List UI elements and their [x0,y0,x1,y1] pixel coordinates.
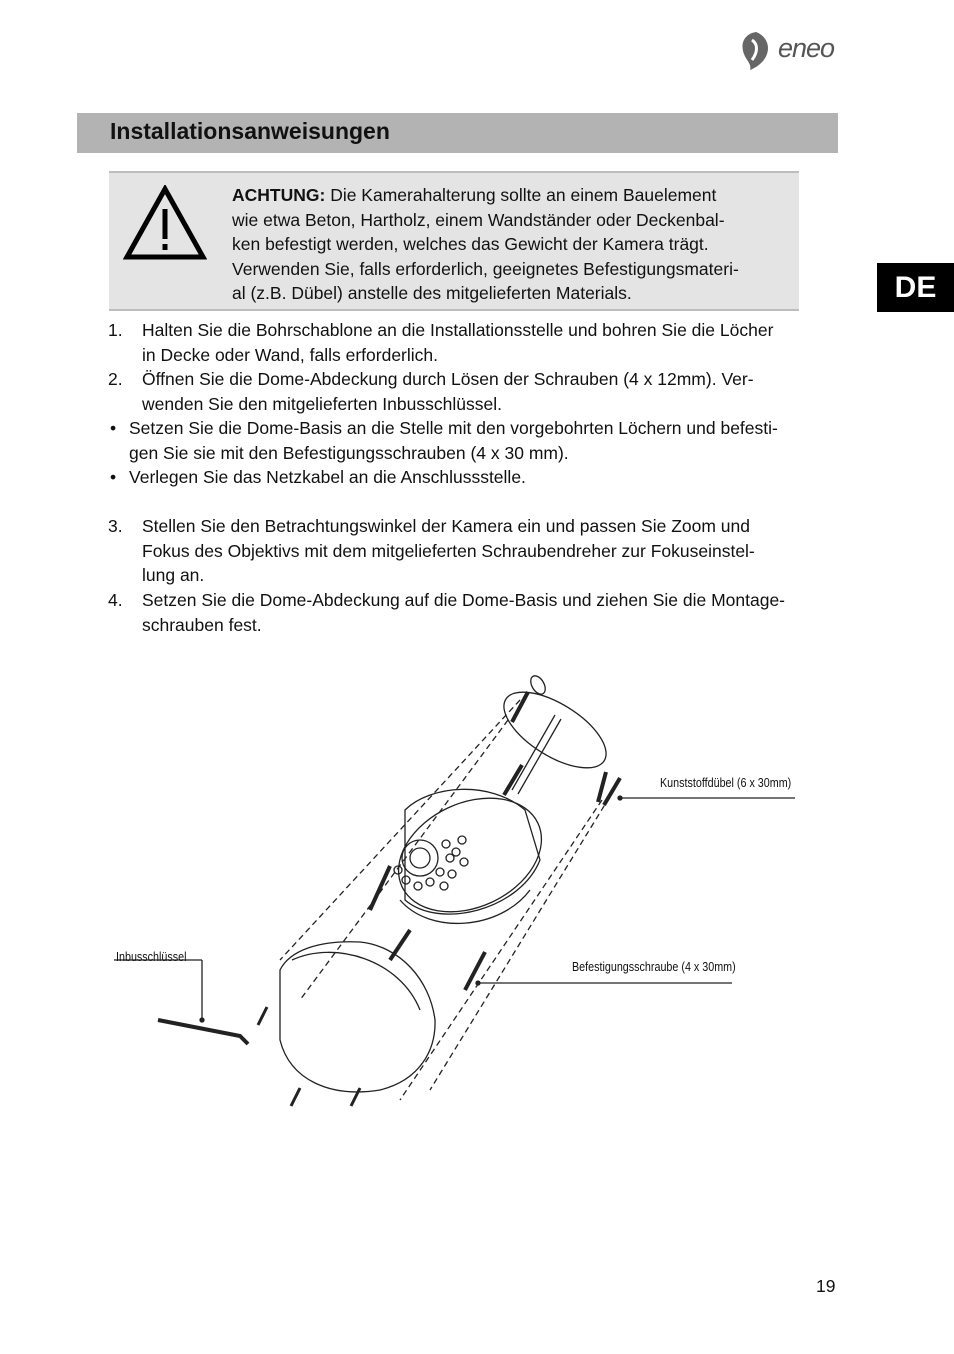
step-number: 2. [108,369,123,389]
warning-box [109,171,799,311]
step-text: Halten Sie die Bohrschablone an die Installationsstelle und bohren Sie die Löcher [142,320,774,340]
bullet: • [110,467,117,487]
dome-camera-exploded-view [100,660,840,1130]
eneo-logo [738,30,842,72]
eneo-leaf-icon [738,30,774,72]
bullet-text: gen Sie sie mit den Befestigungsschrauben (4 x 30 mm). [129,442,569,463]
label-hex-key: Inbusschlüssel [116,950,187,964]
warning-line: wie etwa Beton, Hartholz, einem Wandständer oder Deckenbal- [232,209,725,230]
installation-diagram [100,660,840,1130]
warning-line: Verwenden Sie, falls erforderlich, geeignetes Befestigungsmateri- [232,258,739,279]
bullet: • [110,418,117,438]
step-text: in Decke oder Wand, falls erforderlich. [142,344,439,365]
step-text: Stellen Sie den Betrachtungswinkel der Kamera ein und passen Sie Zoom und [142,516,751,536]
step-number: 3. [108,516,123,536]
bullet-text: Setzen Sie die Dome-Basis an die Stelle mit den vorgebohrten Löchern und befesti- [129,418,778,438]
step-text: Öffnen Sie die Dome-Abdeckung durch Lösen der Schrauben (4 x 12mm). Ver- [142,369,754,389]
warning-line: ken befestigt werden, welches das Gewicht der Kamera trägt. [232,234,709,254]
step-number: 4. [108,590,123,610]
section-title: Installationsanweisungen [110,118,390,144]
warning-line: al (z.B. Dübel) anstelle des mitgelieferten Materials. [232,283,632,303]
bullet-text: Verlegen Sie das Netzkabel an die Anschlussstelle. [129,467,526,487]
hex-key-icon [158,1020,248,1044]
warning-label: ACHTUNG: [232,185,326,205]
lens-inner [410,848,430,868]
page-number: 19 [816,1276,836,1296]
camera-ring [380,776,560,934]
logo-text: eneo [778,33,835,63]
section-header [77,113,838,153]
step-text: lung an. [142,565,205,585]
step-text: Setzen Sie die Dome-Abdeckung auf die Dome-Basis und ziehen Sie die Montage- [142,590,786,610]
dome-base [405,789,540,914]
warning-text [232,183,792,306]
step-text: Fokus des Objektivs mit dem mitgelieferten Schraubendreher zur Fokuseinstel- [142,540,755,561]
dome-cover [280,942,435,1092]
label-mount-screw: Befestigungsschraube (4 x 30mm) [572,960,736,974]
language-tab: DE [877,263,954,312]
warning-line: Die Kamerahalterung sollte an einem Bauelement [325,185,717,205]
step-number: 1. [108,320,123,340]
label-anchors: Kunststoffdübel (6 x 30mm) [660,776,792,790]
lens-outer [402,840,438,876]
step-text: wenden Sie den mitgelieferten Inbusschlüssel. [142,393,502,414]
step-text: schrauben fest. [142,614,262,635]
warning-triangle-icon [123,185,207,261]
